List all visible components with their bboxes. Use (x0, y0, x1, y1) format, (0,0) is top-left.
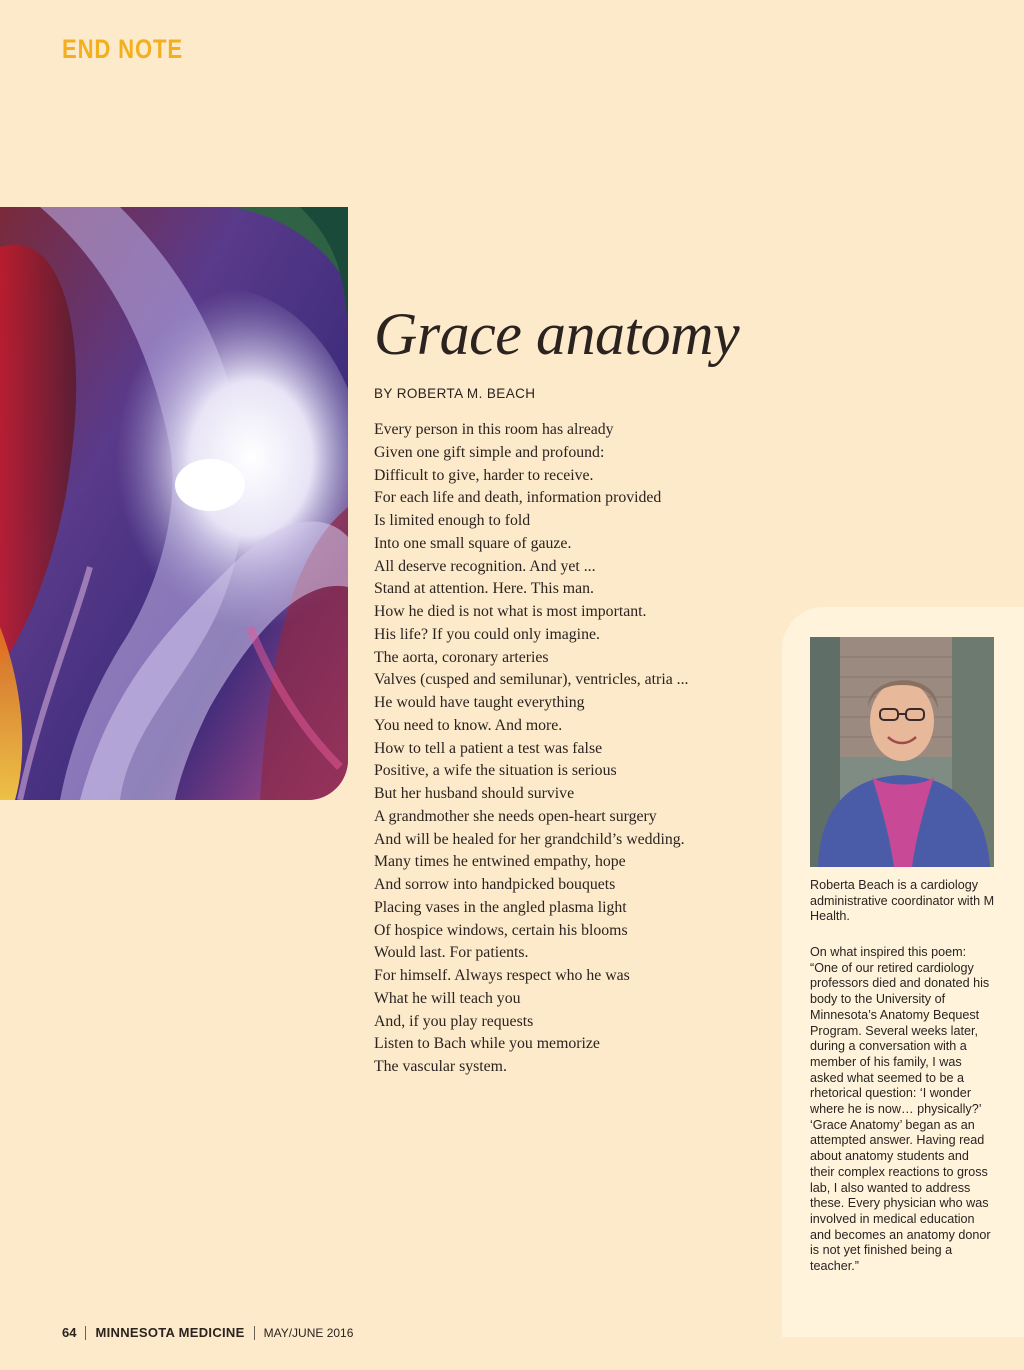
poem-line: And sorrow into handpicked bouquets (374, 876, 616, 893)
section-label: END NOTE (62, 34, 183, 64)
poem-line: Valves (cusped and semilunar), ventricles, atria ... (374, 671, 689, 689)
poem-line: How he died is not what is most important. (374, 603, 647, 620)
poem-line: What he will teach you (374, 989, 521, 1007)
inspiration-note: On what inspired this poem: “One of our retired cardiology professors died and donated his body to the University of Minnesota’s Anatomy Bequest Program. Several weeks later, during a conversation with a member of his family, I was asked what seemed to be a rhetorical question: ‘I wonder where he is now… physically?’ ‘Grace Anatomy’ began as an attempted answer. Having read about anatomy students and their complex reactions to gross lab, I also wanted to address these. Every physician who was involved in medical education and becomes an anatomy donor is not yet finished being a teacher.” (810, 945, 991, 1274)
poem-line: You need to know. And more. (374, 716, 563, 734)
poem-line: Difficult to give, harder to receive. (374, 466, 594, 484)
poem-line: How to tell a patient a test was false (374, 739, 603, 757)
footer-divider (85, 1326, 86, 1340)
abstract-artwork (0, 207, 348, 800)
poem-line: Into one small square of gauze. (374, 534, 572, 552)
publication-name: MINNESOTA MEDICINE (95, 1325, 245, 1340)
poem-line: Of hospice windows, certain his blooms (374, 921, 628, 939)
poem-line: A grandmother she needs open-heart surgery (374, 807, 657, 825)
byline: BY ROBERTA M. BEACH (374, 386, 536, 401)
poem-line: The aorta, coronary arteries (374, 648, 549, 666)
page-footer (62, 1325, 353, 1340)
author-photo (810, 637, 994, 867)
poem-line: Many times he entwined empathy, hope (374, 853, 626, 871)
article-title: Grace anatomy (374, 301, 740, 367)
poem-line: But her husband should survive (374, 785, 575, 802)
footer-divider (254, 1326, 255, 1340)
poem-line: Positive, a wife the situation is serious (374, 762, 617, 780)
poem-line: For himself. Always respect who he was (374, 967, 630, 984)
poem-line: Would last. For patients. (374, 944, 529, 962)
poem-line: His life? If you could only imagine. (374, 625, 600, 643)
poem-line: Given one gift simple and profound: (374, 443, 605, 461)
poem-line: All deserve recognition. And yet ... (374, 557, 596, 575)
poem (374, 419, 689, 1079)
page-number: 64 (62, 1325, 77, 1340)
issue-date: MAY/JUNE 2016 (263, 1325, 354, 1340)
poem-line: Stand at attention. Here. This man. (374, 580, 594, 598)
poem-line: Is limited enough to fold (374, 512, 531, 529)
poem-line: Placing vases in the angled plasma light (374, 898, 627, 916)
poem-line: Every person in this room has already (374, 421, 614, 438)
poem-line: Listen to Bach while you memorize (374, 1035, 600, 1053)
poem-line: He would have taught everything (374, 694, 585, 711)
poem-line: And, if you play requests (374, 1012, 534, 1030)
poem-line: The vascular system. (374, 1058, 507, 1075)
poem-line: And will be healed for her grandchild’s wedding. (374, 830, 685, 848)
poem-line: For each life and death, information provided (374, 489, 662, 507)
author-caption: Roberta Beach is a cardiology administrative coordinator with M Health. (810, 878, 995, 924)
